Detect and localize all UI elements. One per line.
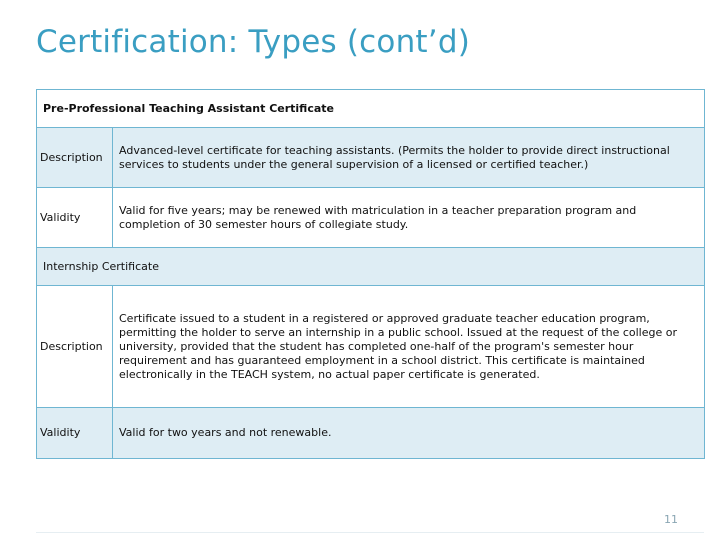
section-heading-row xyxy=(37,90,705,128)
slide-title: Certification: Types (cont’d) xyxy=(36,24,471,60)
section-heading-pre-professional: Pre-Professional Teaching Assistant Certificate xyxy=(37,90,705,128)
table-row xyxy=(37,128,705,188)
row-label-description: Description xyxy=(37,286,113,408)
validity-text: Valid for two years and not renewable. xyxy=(113,408,705,459)
description-text: Advanced-level certificate for teaching assistants. (Permits the holder to provide direct instructional services to students under the general supervision of a licensed or certified teacher.) xyxy=(113,128,705,188)
row-label-description: Description xyxy=(37,128,113,188)
footer-divider xyxy=(36,532,704,533)
row-label-validity: Validity xyxy=(37,188,113,248)
certification-table xyxy=(36,89,705,459)
table-row xyxy=(37,286,705,408)
section-heading-row xyxy=(37,248,705,286)
table-row xyxy=(37,188,705,248)
description-text: Certificate issued to a student in a registered or approved graduate teacher education program, permitting the holder to serve an internship in a public school. Issued at the request of the college or university, provided that the student has completed one-half of the program's semester hour requirement and has guaranteed employment in a school district. This certificate is maintained electronically in the TEACH system, no actual paper certificate is generated. xyxy=(113,286,705,408)
section-heading-internship: Internship Certificate xyxy=(37,248,705,286)
row-label-validity: Validity xyxy=(37,408,113,459)
page-number: 11 xyxy=(664,513,678,526)
validity-text: Valid for five years; may be renewed with matriculation in a teacher preparation program and completion of 30 semester hours of collegiate study. xyxy=(113,188,705,248)
table-row xyxy=(37,408,705,459)
